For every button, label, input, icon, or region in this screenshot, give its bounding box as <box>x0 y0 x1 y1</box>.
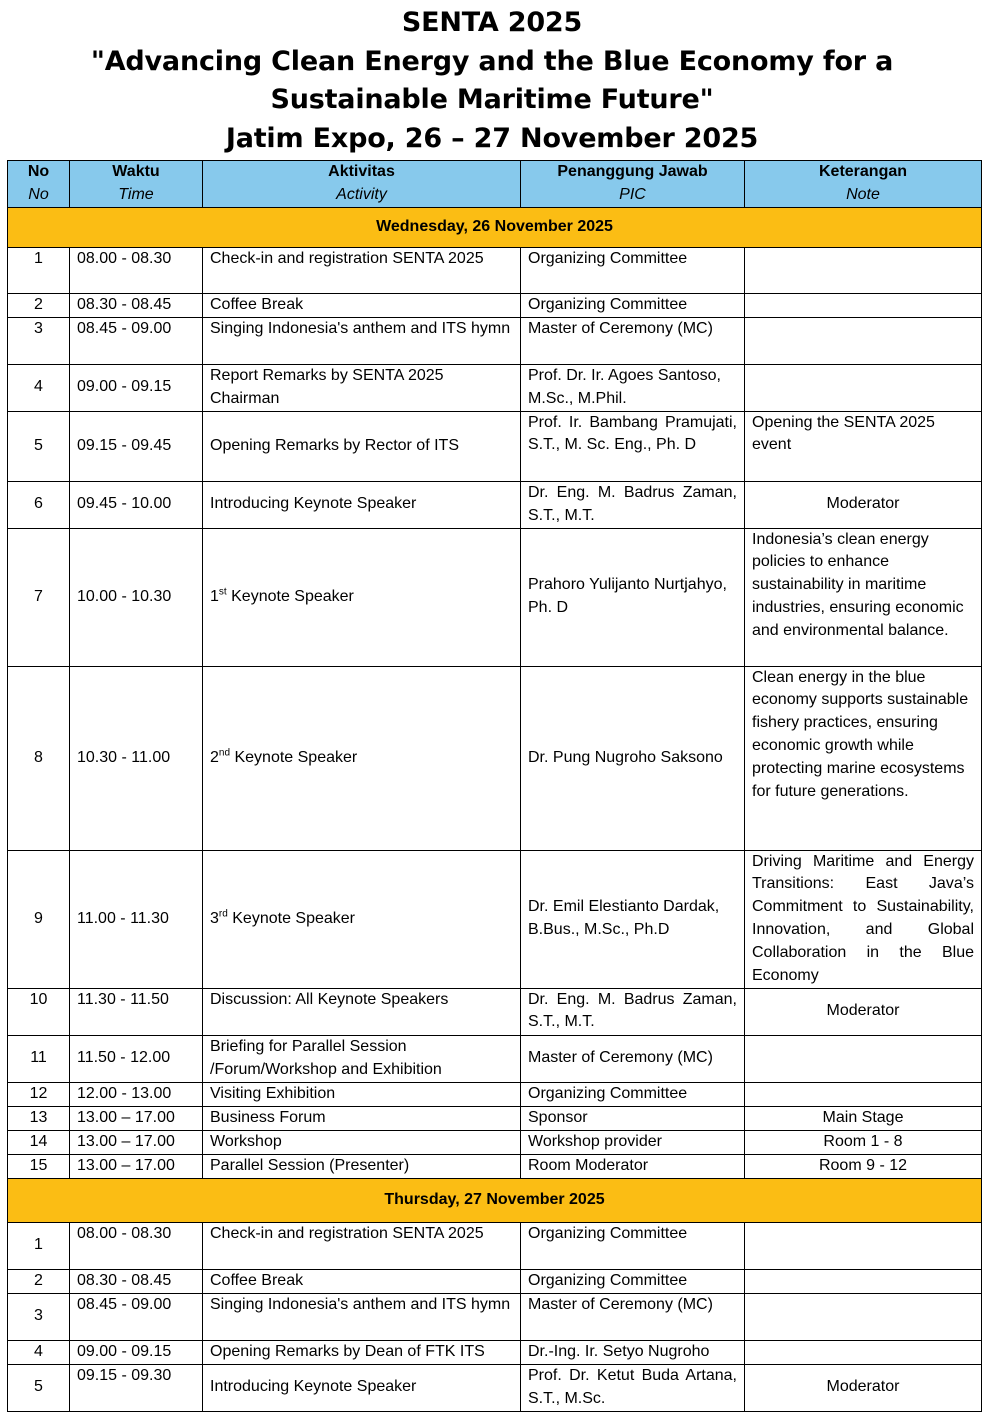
row-activity: Check-in and registration SENTA 2025 <box>203 1222 521 1269</box>
row-activity: Visiting Exhibition <box>203 1082 521 1106</box>
title-line-2: "Advancing Clean Energy and the Blue Economy for a <box>90 45 894 77</box>
row-note <box>745 247 982 293</box>
day-label: Thursday, 27 November 2025 <box>8 1178 982 1222</box>
row-activity <box>203 528 521 666</box>
row-activity: Coffee Break <box>203 293 521 317</box>
row-pic: Organizing Committee <box>521 1269 745 1293</box>
row-activity: Discussion: All Keynote Speakers <box>203 988 521 1035</box>
row-pic: Master of Ceremony (MC) <box>521 1035 745 1082</box>
row-note: Driving Maritime and Energy Transitions: East Java’s Commitment to Sustainability, Innovation, and Global Collaboration in the Blue Economy <box>745 850 982 988</box>
row-note <box>745 293 982 317</box>
row-activity: Briefing for Parallel Session /Forum/Workshop and Exhibition <box>203 1035 521 1082</box>
row-activity: Opening Remarks by Dean of FTK ITS <box>203 1340 521 1364</box>
row-pic: Dr. Eng. M. Badrus Zaman, S.T., M.T. <box>521 988 745 1035</box>
document-title <box>0 0 984 160</box>
row-pic: Workshop provider <box>521 1130 745 1154</box>
row-note <box>745 1222 982 1269</box>
row-no: 3 <box>8 1293 70 1340</box>
header-pic: Penanggung Jawab PIC <box>521 161 745 208</box>
table-row <box>8 850 982 988</box>
header-time: Waktu Time <box>70 161 203 208</box>
table-row <box>8 1222 982 1269</box>
row-time: 09.45 - 10.00 <box>70 481 203 528</box>
table-row <box>8 1154 982 1178</box>
row-note: Room 1 - 8 <box>745 1130 982 1154</box>
row-pic: Prahoro Yulijanto Nurtjahyo, Ph. D <box>521 528 745 666</box>
activity-text: Keynote Speaker <box>226 587 354 605</box>
row-time: 09.15 - 09.45 <box>70 411 203 481</box>
row-pic: Organizing Committee <box>521 247 745 293</box>
row-time: 08.45 - 09.00 <box>70 317 203 364</box>
activity-ordinal-suffix: rd <box>218 908 228 920</box>
table-row <box>8 1035 982 1082</box>
row-pic: Prof. Ir. Bambang Pramujati, S.T., M. Sc. Eng., Ph. D <box>521 411 745 481</box>
row-note: Moderator <box>745 481 982 528</box>
table-row <box>8 988 982 1035</box>
activity-ordinal: 1 <box>210 587 219 605</box>
row-time: 09.00 - 09.15 <box>70 1340 203 1364</box>
day-label: Wednesday, 26 November 2025 <box>8 207 982 247</box>
table-row <box>8 481 982 528</box>
table-header-row <box>8 161 982 208</box>
table-row <box>8 1293 982 1340</box>
row-activity: Singing Indonesia's anthem and ITS hymn <box>203 1293 521 1340</box>
row-time: 08.00 - 08.30 <box>70 247 203 293</box>
day-header-row <box>8 207 982 247</box>
row-time: 08.00 - 08.30 <box>70 1222 203 1269</box>
row-no: 1 <box>8 1222 70 1269</box>
table-row <box>8 528 982 666</box>
row-activity <box>203 850 521 988</box>
row-time: 10.00 - 10.30 <box>70 528 203 666</box>
row-no: 5 <box>8 1364 70 1411</box>
row-pic: Organizing Committee <box>521 1222 745 1269</box>
title-line-3: Sustainable Maritime Future" <box>270 84 714 115</box>
row-pic: Dr. Eng. M. Badrus Zaman, S.T., M.T. <box>521 481 745 528</box>
row-no: 3 <box>8 317 70 364</box>
row-activity <box>203 666 521 850</box>
row-note <box>745 1082 982 1106</box>
activity-text: Keynote Speaker <box>227 909 356 927</box>
table-row <box>8 1130 982 1154</box>
row-no: 9 <box>8 850 70 988</box>
row-pic: Prof. Dr. Ir. Agoes Santoso, M.Sc., M.Phil. <box>521 364 745 411</box>
row-time: 08.30 - 08.45 <box>70 1269 203 1293</box>
table-row <box>8 1364 982 1411</box>
title-line-1: SENTA 2025 <box>401 7 583 38</box>
table-row <box>8 317 982 364</box>
row-time: 13.00 – 17.00 <box>70 1106 203 1130</box>
row-note: Opening the SENTA 2025 event <box>745 411 982 481</box>
header-no: No No <box>8 161 70 208</box>
activity-ordinal-suffix: st <box>218 586 227 598</box>
row-activity: Introducing Keynote Speaker <box>203 1364 521 1411</box>
row-note <box>745 1340 982 1364</box>
row-activity: Parallel Session (Presenter) <box>203 1154 521 1178</box>
row-activity: Check-in and registration SENTA 2025 <box>203 247 521 293</box>
row-note: Clean energy in the blue economy supports sustainable fishery practices, ensuring economic growth while protecting marine ecosystems for future generations. <box>745 666 982 850</box>
row-note <box>745 1035 982 1082</box>
activity-ordinal: 2 <box>210 748 219 766</box>
row-note <box>745 1269 982 1293</box>
row-no: 14 <box>8 1130 70 1154</box>
row-time: 09.15 - 09.30 <box>70 1364 203 1411</box>
row-time: 10.30 - 11.00 <box>70 666 203 850</box>
row-time: 13.00 – 17.00 <box>70 1154 203 1178</box>
row-activity: Workshop <box>203 1130 521 1154</box>
row-time: 11.50 - 12.00 <box>70 1035 203 1082</box>
row-note: Moderator <box>745 1364 982 1411</box>
activity-ordinal-suffix: nd <box>218 747 231 759</box>
table-row <box>8 1269 982 1293</box>
table-row <box>8 411 982 481</box>
row-activity: Introducing Keynote Speaker <box>203 481 521 528</box>
row-time: 11.00 - 11.30 <box>70 850 203 988</box>
row-pic: Master of Ceremony (MC) <box>521 1293 745 1340</box>
row-time: 08.30 - 08.45 <box>70 293 203 317</box>
header-note: Keterangan Note <box>745 161 982 208</box>
row-note <box>745 317 982 364</box>
row-activity: Opening Remarks by Rector of ITS <box>203 411 521 481</box>
row-no: 5 <box>8 411 70 481</box>
row-time: 08.45 - 09.00 <box>70 1293 203 1340</box>
row-no: 12 <box>8 1082 70 1106</box>
row-note: Moderator <box>745 988 982 1035</box>
row-activity: Singing Indonesia's anthem and ITS hymn <box>203 317 521 364</box>
row-no: 4 <box>8 1340 70 1364</box>
row-pic: Dr.-Ing. Ir. Setyo Nugroho <box>521 1340 745 1364</box>
row-note: Room 9 - 12 <box>745 1154 982 1178</box>
table-row <box>8 666 982 850</box>
row-no: 10 <box>8 988 70 1035</box>
row-no: 7 <box>8 528 70 666</box>
row-note <box>745 364 982 411</box>
title-line-4: Jatim Expo, 26 – 27 November 2025 <box>225 122 759 154</box>
row-time: 12.00 - 13.00 <box>70 1082 203 1106</box>
row-note: Main Stage <box>745 1106 982 1130</box>
row-pic: Dr. Emil Elestianto Dardak, B.Bus., M.Sc., Ph.D <box>521 850 745 988</box>
row-note <box>745 1293 982 1340</box>
header-activity: Aktivitas Activity <box>203 161 521 208</box>
row-no: 1 <box>8 247 70 293</box>
table-row <box>8 1082 982 1106</box>
schedule-table <box>7 160 982 1412</box>
row-no: 4 <box>8 364 70 411</box>
activity-ordinal: 3 <box>210 909 219 927</box>
table-row <box>8 1106 982 1130</box>
row-pic: Master of Ceremony (MC) <box>521 317 745 364</box>
table-row <box>8 364 982 411</box>
row-no: 2 <box>8 1269 70 1293</box>
row-pic: Organizing Committee <box>521 293 745 317</box>
row-no: 13 <box>8 1106 70 1130</box>
row-activity: Business Forum <box>203 1106 521 1130</box>
day-header-row <box>8 1178 982 1222</box>
row-no: 6 <box>8 481 70 528</box>
row-no: 11 <box>8 1035 70 1082</box>
table-row <box>8 247 982 293</box>
table-row <box>8 293 982 317</box>
row-activity: Coffee Break <box>203 1269 521 1293</box>
row-note: Indonesia’s clean energy policies to enhance sustainability in maritime industries, ensuring economic and environmental balance. <box>745 528 982 666</box>
table-row <box>8 1340 982 1364</box>
row-no: 2 <box>8 293 70 317</box>
row-time: 11.30 - 11.50 <box>70 988 203 1035</box>
row-time: 09.00 - 09.15 <box>70 364 203 411</box>
row-activity: Report Remarks by SENTA 2025 Chairman <box>203 364 521 411</box>
row-pic: Sponsor <box>521 1106 745 1130</box>
row-pic: Organizing Committee <box>521 1082 745 1106</box>
row-pic: Prof. Dr. Ketut Buda Artana, S.T., M.Sc. <box>521 1364 745 1411</box>
row-pic: Room Moderator <box>521 1154 745 1178</box>
row-no: 15 <box>8 1154 70 1178</box>
row-no: 8 <box>8 666 70 850</box>
row-time: 13.00 – 17.00 <box>70 1130 203 1154</box>
row-pic: Dr. Pung Nugroho Saksono <box>521 666 745 850</box>
activity-text: Keynote Speaker <box>230 748 358 766</box>
